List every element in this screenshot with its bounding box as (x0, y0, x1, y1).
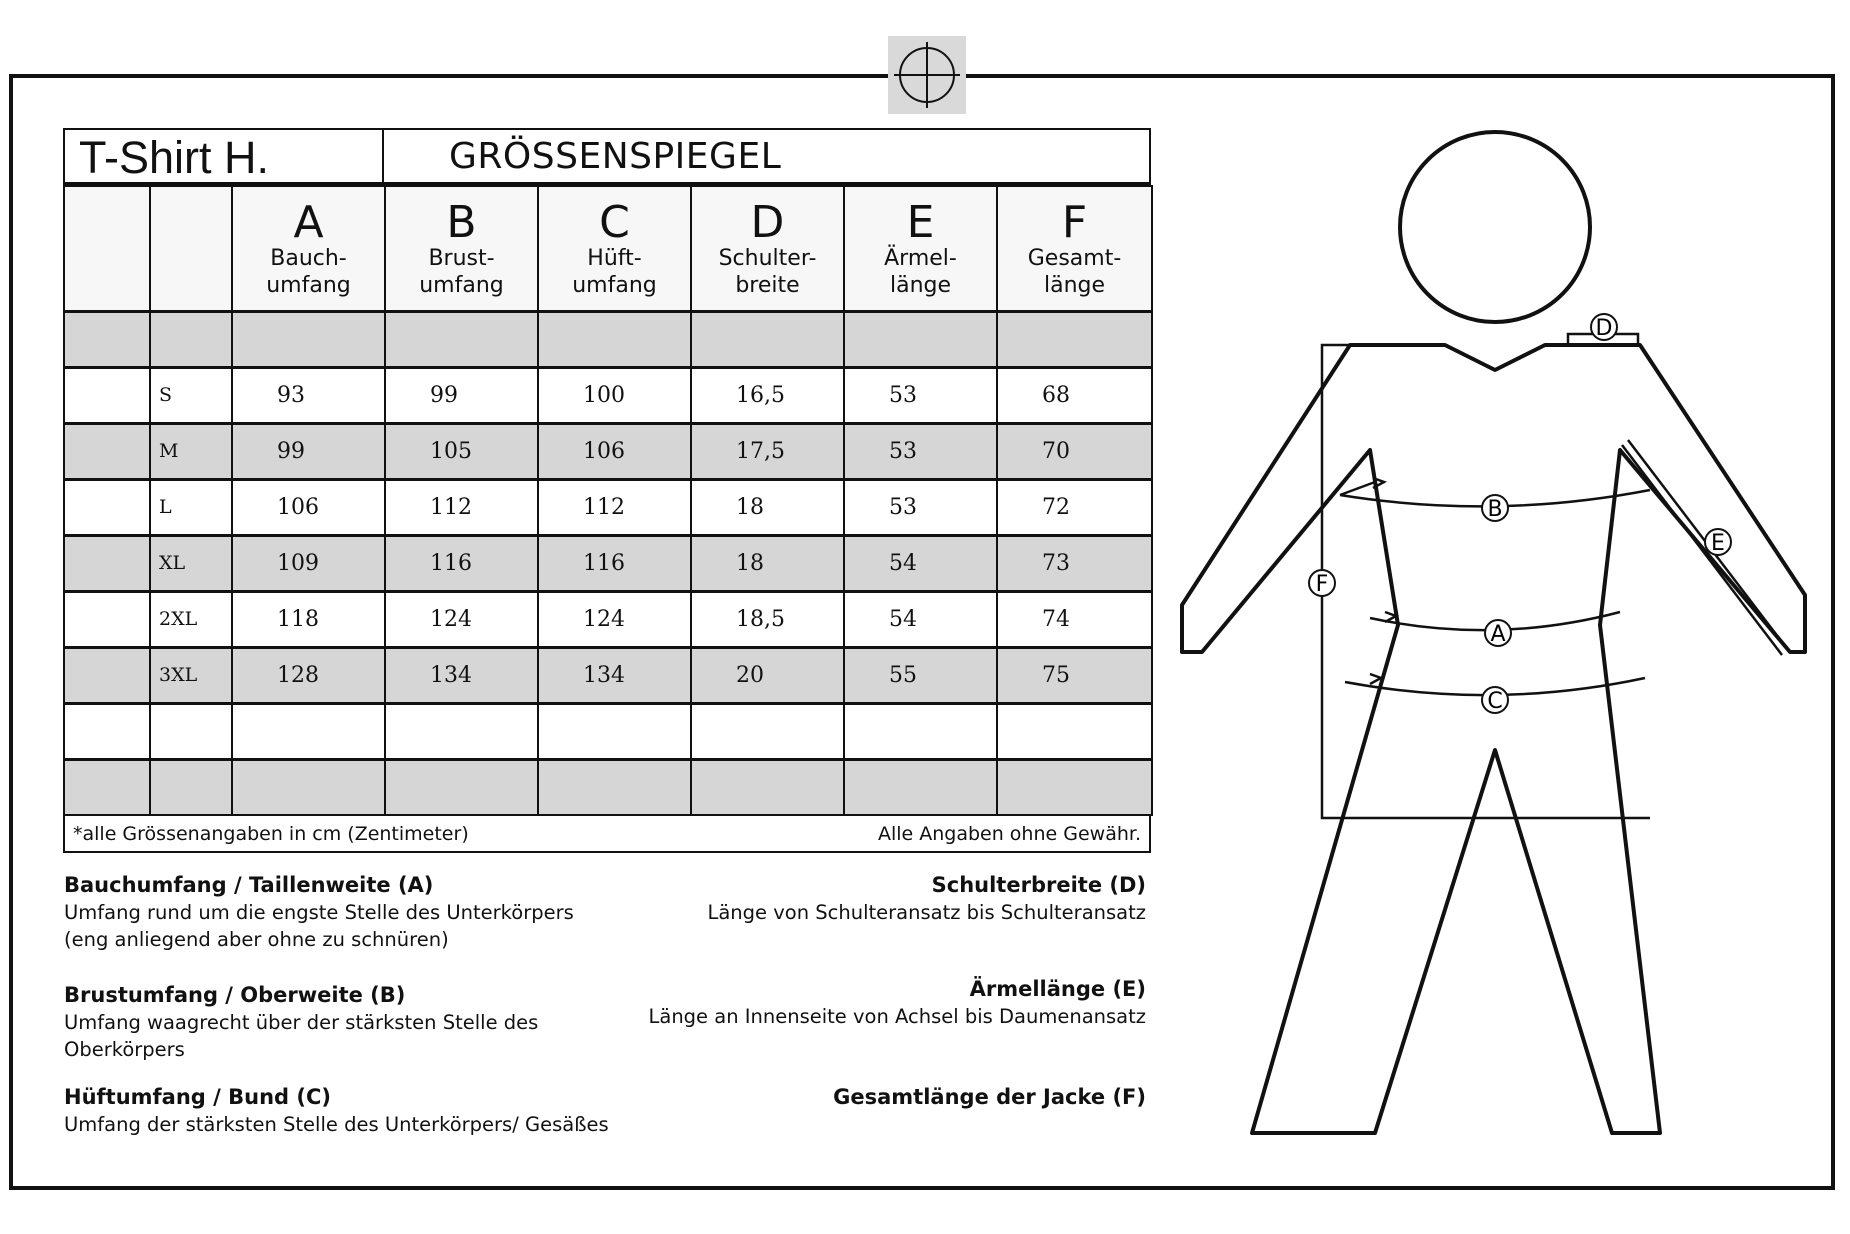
table-heading: GRÖSSENSPIEGEL (449, 136, 782, 177)
definition-brustumfang (64, 982, 538, 1063)
value-cell: 124 (385, 591, 538, 647)
footnote-disclaimer: Alle Angaben ohne Gewähr. (877, 823, 1141, 845)
definition-gesamtlaenge (833, 1084, 1146, 1111)
definition-text: Umfang waagrecht über der stärksten Stelle des (64, 1011, 539, 1034)
value-cell: 73 (997, 535, 1152, 591)
value-cell: 54 (844, 535, 997, 591)
definition-title: Schulterbreite (D) (931, 873, 1146, 897)
value-cell: 72 (997, 479, 1152, 535)
value-cell: 17,5 (691, 423, 844, 479)
definition-bauchumfang (64, 872, 574, 953)
footnote-units: *alle Grössenangaben in cm (Zentimeter) (73, 823, 469, 845)
definition-text: (eng anliegend aber ohne zu schnüren) (64, 928, 449, 951)
crosshair-icon (888, 36, 966, 114)
column-header-e: E Ärmel- länge (844, 186, 997, 311)
value-cell: 18 (691, 535, 844, 591)
column-header-f: F Gesamt- länge (997, 186, 1152, 311)
definition-title: Gesamtlänge der Jacke (F) (833, 1085, 1146, 1109)
size-grid (63, 185, 1153, 816)
value-cell: 106 (538, 423, 691, 479)
registration-mark (888, 36, 966, 114)
header-blank-1 (64, 186, 150, 311)
product-name: T-Shirt H. (79, 132, 270, 183)
table-row (64, 367, 1152, 423)
head-outline (1400, 132, 1590, 322)
product-name-cell (65, 130, 384, 184)
value-cell: 124 (538, 591, 691, 647)
value-cell: 109 (232, 535, 385, 591)
value-cell: 93 (232, 367, 385, 423)
column-header-b: B Brust- umfang (385, 186, 538, 311)
definition-text: Oberkörpers (64, 1038, 185, 1061)
label-b (1482, 495, 1508, 522)
value-cell: 112 (385, 479, 538, 535)
column-header-row (64, 186, 1152, 311)
table-title-row (63, 128, 1151, 185)
value-cell: 53 (844, 423, 997, 479)
definition-title: Hüftumfang / Bund (C) (64, 1085, 331, 1109)
value-cell: 70 (997, 423, 1152, 479)
svg-text:A: A (1490, 622, 1506, 647)
value-cell: 16,5 (691, 367, 844, 423)
definition-title: Bauchumfang / Taillenweite (A) (64, 873, 434, 897)
value-cell: 118 (232, 591, 385, 647)
definition-title: Ärmellänge (E) (969, 977, 1146, 1001)
svg-text:C: C (1487, 689, 1503, 714)
size-label: L (150, 479, 232, 535)
value-cell: 99 (385, 367, 538, 423)
value-cell: 99 (232, 423, 385, 479)
label-c (1482, 687, 1508, 714)
value-cell: 116 (538, 535, 691, 591)
table-row-empty (64, 703, 1152, 759)
size-chart-table (63, 128, 1151, 853)
value-cell: 134 (538, 647, 691, 703)
svg-text:E: E (1711, 531, 1725, 556)
value-cell: 106 (232, 479, 385, 535)
size-label: 2XL (150, 591, 232, 647)
definition-hueftumfang (64, 1084, 609, 1138)
size-label: XL (150, 535, 232, 591)
table-row-empty (64, 759, 1152, 815)
table-row (64, 591, 1152, 647)
value-cell: 74 (997, 591, 1152, 647)
svg-text:D: D (1595, 316, 1613, 341)
table-row-empty (64, 311, 1152, 367)
column-header-d: D Schulter- breite (691, 186, 844, 311)
value-cell: 18 (691, 479, 844, 535)
value-cell: 116 (385, 535, 538, 591)
label-e (1705, 529, 1731, 556)
value-cell: 18,5 (691, 591, 844, 647)
table-row (64, 647, 1152, 703)
value-cell: 100 (538, 367, 691, 423)
value-cell: 134 (385, 647, 538, 703)
definition-text: Länge von Schulteransatz bis Schulteransatz (707, 901, 1146, 924)
value-cell: 128 (232, 647, 385, 703)
body-measurement-figure (1170, 130, 1820, 1140)
definition-aermellaenge (649, 976, 1147, 1030)
column-header-c: C Hüft- umfang (538, 186, 691, 311)
size-label: S (150, 367, 232, 423)
definition-schulterbreite (707, 872, 1146, 926)
header-blank-2 (150, 186, 232, 311)
table-row (64, 423, 1152, 479)
label-f (1309, 570, 1335, 597)
measure-arrow-b (1340, 482, 1375, 495)
size-label: 3XL (150, 647, 232, 703)
value-cell: 53 (844, 367, 997, 423)
value-cell: 105 (385, 423, 538, 479)
value-cell: 53 (844, 479, 997, 535)
heading-cell (384, 130, 1149, 184)
label-d (1591, 314, 1617, 341)
svg-text:B: B (1487, 497, 1503, 522)
value-cell: 54 (844, 591, 997, 647)
definition-text: Umfang der stärksten Stelle des Unterkörpers/ Gesäßes (64, 1113, 609, 1136)
table-footnote-row (63, 816, 1151, 853)
length-bracket-f (1322, 345, 1650, 818)
definition-text: Umfang rund um die engste Stelle des Unterkörpers (64, 901, 574, 924)
size-label: M (150, 423, 232, 479)
svg-text:F: F (1315, 572, 1329, 597)
table-row (64, 535, 1152, 591)
label-a (1485, 620, 1511, 647)
value-cell: 68 (997, 367, 1152, 423)
value-cell: 75 (997, 647, 1152, 703)
column-header-a: A Bauch- umfang (232, 186, 385, 311)
value-cell: 112 (538, 479, 691, 535)
value-cell: 20 (691, 647, 844, 703)
value-cell: 55 (844, 647, 997, 703)
definition-title: Brustumfang / Oberweite (B) (64, 983, 406, 1007)
definition-text: Länge an Innenseite von Achsel bis Daumenansatz (648, 1005, 1146, 1028)
body-outline (1182, 345, 1805, 1133)
table-row (64, 479, 1152, 535)
